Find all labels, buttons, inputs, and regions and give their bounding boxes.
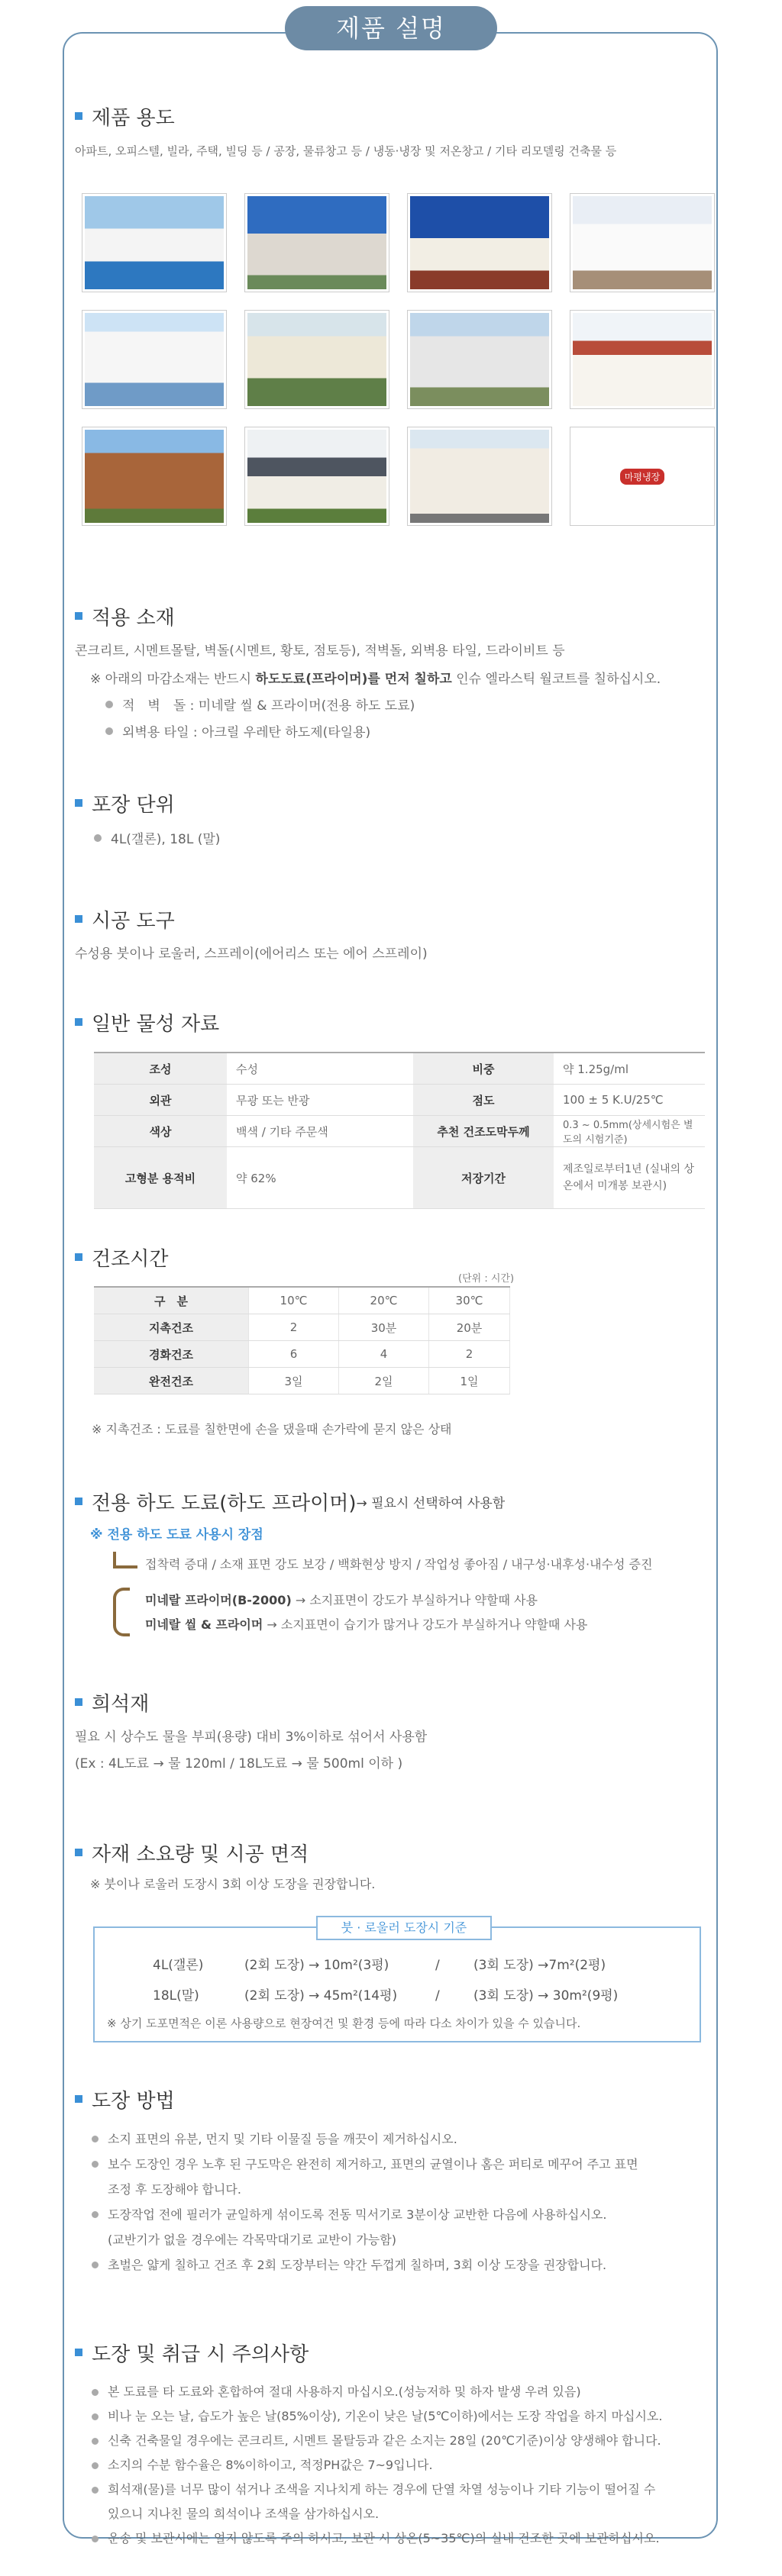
list-item xyxy=(92,2202,710,2252)
section-heading: 도장 방법 xyxy=(92,2089,175,2113)
list-item xyxy=(92,2126,710,2152)
list-item-text: 운송 및 보관시에는 얼지 않도록 주의 하시고, 보관 시 상온(5~35℃)의 실내 건조한 곳에 보관하십시오. xyxy=(108,2531,660,2545)
building-photo xyxy=(82,427,227,526)
bullet-icon xyxy=(92,2536,99,2542)
drying-unit: (단위 : 시간) xyxy=(458,1273,515,1285)
section-marker-icon xyxy=(75,799,82,807)
coverage-box-note: ※ 상기 도포면적은 이론 사용량으로 현장여건 및 환경 등에 따라 다소 차이가 있을 수 있습니다. xyxy=(107,2017,581,2030)
list-item xyxy=(92,2404,710,2429)
arrow-icon xyxy=(113,1552,137,1568)
section-tools xyxy=(75,906,428,962)
section-properties xyxy=(75,1009,219,1035)
list-item xyxy=(92,2526,710,2551)
building-photo xyxy=(407,193,552,292)
list-item-text: 소지 표면의 유분, 먼지 및 기타 이물질 등을 깨끗이 제거하십시오. xyxy=(108,2132,457,2146)
section-heading: 포장 단위 xyxy=(92,793,175,817)
list-item: 4L(갤론), 18L (말) xyxy=(94,828,220,847)
building-photo xyxy=(570,310,715,409)
section-marker-icon xyxy=(75,915,82,923)
list-item xyxy=(92,2478,710,2526)
building-photo xyxy=(570,427,715,526)
bullet-icon xyxy=(92,2211,99,2218)
table-row: 구 분 10℃ 20℃ 30℃ xyxy=(94,1287,510,1314)
usage-text: 아파트, 오피스텔, 빌라, 주택, 빌딩 등 / 공장, 물류창고 등 / 냉동·냉장 및 저온창고 / 기타 리모델링 건축물 등 xyxy=(75,144,617,158)
section-marker-icon xyxy=(75,612,82,620)
section-drying xyxy=(75,1244,168,1270)
section-packaging xyxy=(75,790,220,847)
section-marker-icon xyxy=(75,1018,82,1026)
section-method xyxy=(75,2086,175,2112)
coverage-note: ※ 붓이나 로울러 도장시 3회 이상 도장을 권장합니다. xyxy=(90,1877,376,1891)
section-heading: 제품 용도 xyxy=(92,106,175,130)
table-row: 조성 수성 비중 약 1.25g/ml xyxy=(94,1053,705,1085)
building-photo xyxy=(570,193,715,292)
caution-list xyxy=(92,2380,710,2551)
section-materials xyxy=(75,603,661,740)
building-photo xyxy=(407,427,552,526)
primer-item: 미네랄 프라이머(B-2000) → 소지표면이 강도가 부실하거나 약할때 사용 xyxy=(145,1593,538,1607)
list-item-text: 소지의 수분 함수율은 8%이하이고, 적정PH값은 7~9입니다. xyxy=(108,2458,433,2472)
bullet-icon xyxy=(92,2462,99,2469)
section-heading: 자재 소요량 및 시공 면적 xyxy=(92,1843,309,1866)
section-heading: 전용 하도 도료(하도 프라이머) xyxy=(92,1491,357,1515)
bullet-icon xyxy=(92,2136,99,2142)
coverage-row: 4L(갤론) (2회 도장) → 10m²(3평) / (3회 도장) →7m²(2평) xyxy=(153,1958,606,1973)
section-heading: 희석재 xyxy=(92,1692,150,1716)
section-heading: 적용 소재 xyxy=(92,606,175,630)
section-usage xyxy=(75,103,616,159)
list-item xyxy=(92,2453,710,2478)
list-item: 적 벽 돌 : 미네랄 씰 & 프라이머(전용 하도 도료) xyxy=(105,695,661,714)
list-item xyxy=(92,2152,710,2202)
table-row: 외관 무광 또는 반광 점도 100 ± 5 K.U/25℃ xyxy=(94,1085,705,1116)
bullet-icon xyxy=(92,2161,99,2168)
building-photo xyxy=(82,310,227,409)
list-item xyxy=(92,2429,710,2453)
table-row: 고형분 용적비 약 62% 저장기간 제조일로부터1년 (실내의 상온에서 미개봉 보관시) xyxy=(94,1147,705,1209)
page-title: 제품 설명 xyxy=(285,6,497,50)
table-row: 색상 백색 / 기타 주문색 추천 건조도막두께 0.3 ~ 0.5mm(상세시험은 별도의 시험기준) xyxy=(94,1116,705,1147)
coverage-row: 18L(말) (2회 도장) → 45m²(14평) / (3회 도장) → 30m²(9평) xyxy=(153,1988,619,2004)
list-item-text: 초벌은 얇게 칠하고 건조 후 2회 도장부터는 약간 두껍게 칠하며, 3회 이상 도장을 권장합니다. xyxy=(108,2258,607,2272)
bullet-icon xyxy=(92,2487,99,2494)
section-marker-icon xyxy=(75,1253,82,1261)
table-row: 완전건조 3일 2일 1일 xyxy=(94,1368,510,1394)
building-photo xyxy=(407,310,552,409)
bracket-icon xyxy=(113,1588,130,1636)
section-marker-icon xyxy=(75,1698,82,1706)
drying-table xyxy=(94,1286,510,1394)
primer-benefit: 접착력 증대 / 소재 표면 강도 보강 / 백화현상 방지 / 작업성 좋아짐 / 내구성·내후성·내수성 증진 xyxy=(145,1557,653,1572)
building-photo xyxy=(244,193,389,292)
table-row: 지촉건조 2 30분 20분 xyxy=(94,1314,510,1341)
list-item xyxy=(92,2380,710,2404)
list-item-text: 신축 건축물일 경우에는 콘크리트, 시멘트 몰탈등과 같은 소지는 28일 (20℃기준)이상 양생해야 합니다. xyxy=(108,2433,661,2448)
drying-note: ※ 지촉건조 : 도료를 칠한면에 손을 댔을때 손가락에 묻지 않은 상태 xyxy=(92,1422,452,1436)
section-marker-icon xyxy=(75,2349,82,2356)
section-marker-icon xyxy=(75,1849,82,1856)
section-marker-icon xyxy=(75,1498,82,1505)
section-heading: 시공 도구 xyxy=(92,909,175,933)
bullet-icon xyxy=(92,2262,99,2268)
section-thinner xyxy=(75,1689,427,1772)
thinner-line: 필요 시 상수도 물을 부피(용량) 대비 3%이하로 섞어서 사용함 xyxy=(75,1730,428,1745)
tools-text: 수성용 붓이나 로울러, 스프레이(에어리스 또는 에어 스프레이) xyxy=(75,946,428,962)
section-marker-icon xyxy=(75,112,82,120)
section-primer: 전용 하도 도료(하도 프라이머) → 필요시 선택하여 사용함 ※ 전용 하도 도료 사용시 장점 xyxy=(75,1488,505,1543)
materials-note: ※ 아래의 마감소재는 반드시 하도도료(프라이머)를 먼저 칠하고 인슈 엘라스틱 월코트를 칠하십시오. xyxy=(90,672,661,687)
list-item-text: 본 도료를 타 도료와 혼합하여 절대 사용하지 마십시오.(성능저하 및 하자 발생 우려 있음) xyxy=(108,2384,581,2399)
section-coverage xyxy=(75,1839,375,1892)
coverage-box-title: 붓 · 로울러 도장시 기준 xyxy=(316,1916,492,1940)
bullet-icon xyxy=(92,2438,99,2445)
list-item-text: 보수 도장인 경우 노후 된 구도막은 완전히 제거하고, 표면의 균열이나 홈은 퍼티로 메꾸어 주고 표면 조정 후 도장해야 합니다. xyxy=(108,2157,638,2197)
primer-item: 미네랄 씰 & 프라이머 → 소지표면이 습기가 많거나 강도가 부실하거나 약할때 사용 xyxy=(145,1617,588,1632)
properties-table xyxy=(94,1052,705,1209)
materials-text: 콘크리트, 시멘트몰탈, 벽돌(시멘트, 황토, 점토등), 적벽돌, 외벽용 타일, 드라이비트 등 xyxy=(75,643,565,659)
table-row: 경화건조 6 4 2 xyxy=(94,1341,510,1368)
primer-sub: ※ 전용 하도 도료 사용시 장점 xyxy=(90,1527,263,1543)
section-heading: 도장 및 취급 시 주의사항 xyxy=(92,2342,309,2366)
building-photo xyxy=(244,310,389,409)
section-heading: 일반 물성 자료 xyxy=(92,1012,220,1036)
list-item-text: 도장작업 전에 필러가 균일하게 섞이도록 전동 믹서기로 3분이상 교반한 다음에 사용하십시오. (교반기가 없을 경우에는 각목막대기로 교반이 가능함) xyxy=(108,2207,607,2247)
building-photo xyxy=(244,427,389,526)
bullet-icon xyxy=(92,2413,99,2420)
bullet-icon xyxy=(92,2389,99,2396)
building-photo xyxy=(82,193,227,292)
thinner-line: (Ex : 4L도료 → 물 120ml / 18L도료 → 물 500ml 이하 ) xyxy=(75,1756,403,1772)
section-caution xyxy=(75,2339,309,2365)
list-item-text: 비나 눈 오는 날, 습도가 높은 날(85%이상), 기온이 낮은 날(5℃이하)에서는 도장 작업을 하지 마십시오. xyxy=(108,2409,663,2423)
section-heading: 건조시간 xyxy=(92,1247,169,1271)
list-item xyxy=(92,2252,710,2278)
section-marker-icon xyxy=(75,2095,82,2103)
list-item: 외벽용 타일 : 아크릴 우레탄 하도제(타일용) xyxy=(105,721,661,740)
list-item-text: 희석재(물)를 너무 많이 섞거나 조색을 지나치게 하는 경우에 단열 차열 성능이나 기타 기능이 떨어질 수 있으니 지나친 물의 희석이나 조색을 삼가하십시오. xyxy=(108,2482,656,2521)
building-logo: 마평냉장 xyxy=(620,469,664,485)
method-list xyxy=(92,2126,710,2278)
